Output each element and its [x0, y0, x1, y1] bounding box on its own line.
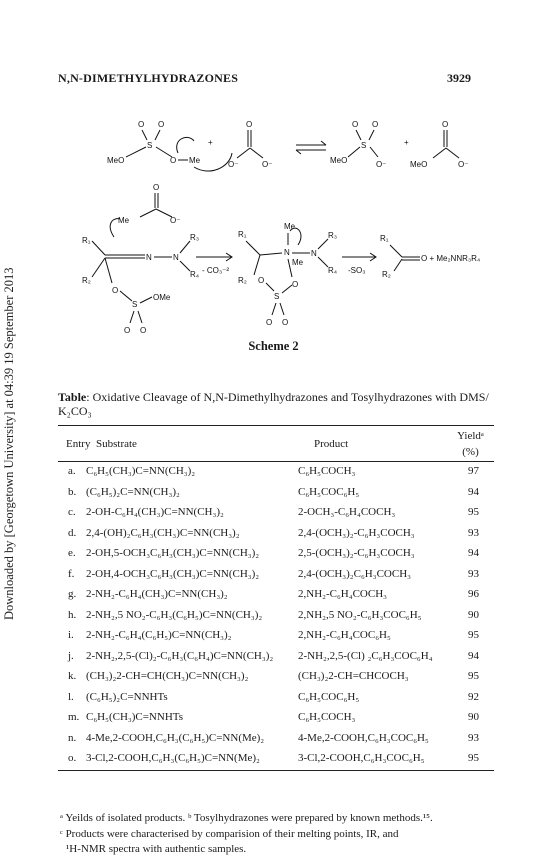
product-cell: 2,4-(OCH₃)₂-C₆H₃COCH₃ [298, 526, 415, 539]
table-row [58, 503, 494, 524]
product-cell: 2-OCH₃-C₆H₄COCH₃ [298, 506, 396, 518]
substrate-cell: (C₆H₅)₂C=NNHTs [86, 690, 168, 703]
table-body [58, 462, 494, 770]
table-row [58, 524, 494, 545]
page-number: 3929 [447, 71, 471, 85]
table-row [58, 483, 494, 504]
atom-label: O [246, 120, 253, 129]
atom-label: R₁ [82, 236, 91, 245]
atom-label: R₂ [382, 270, 391, 279]
footnote-c-line1: ᶜ Products were characterised by comparision of their melting points, IR, and [60, 828, 399, 840]
substrate-cell: 2-NH₂-C₆H₄(C₆H₅)C=NN(CH₃)₂ [86, 629, 232, 641]
yield-cell: 96 [468, 588, 479, 600]
ketone-product-structure [380, 234, 480, 279]
product-cell: 2,4-(OCH₃)₂C₆H₃COCH₃ [298, 567, 411, 580]
header-yield-label: Yieldᵃ [457, 430, 484, 442]
atom-label: S [132, 300, 138, 309]
atom-label: MeO [330, 156, 348, 165]
entry-label: b. [68, 485, 77, 498]
product-cell: (CH₃)₂2-CH=CHCOCH₃ [298, 670, 409, 682]
yield-cell: 95 [468, 629, 479, 641]
atom-label: Me [118, 216, 130, 225]
table-row [58, 585, 494, 606]
reaction-arrow-2 [342, 253, 376, 275]
table-row [58, 565, 494, 586]
atom-label: N [146, 253, 152, 262]
yield-cell: 94 [468, 547, 479, 559]
entry-label: m. [68, 711, 80, 723]
substrate-cell: 2-OH-C₆H₄(CH₃)C=NN(CH₃)₂ [86, 506, 224, 518]
product-tail: O + Me₂NNR₃R₄ [421, 254, 481, 263]
arrow-label: -SO₃ [348, 266, 366, 275]
atom-label: MeO [410, 160, 428, 169]
substrate-cell: 2-OH,4-OCH₃C₆H₃(CH₃)C=NN(CH₃)₂ [86, 567, 260, 580]
table-row [58, 688, 494, 709]
carbonate-structure [228, 120, 272, 169]
atom-label: R₃ [190, 233, 200, 242]
running-title: N,N-DIMETHYLHYDRAZONES [58, 71, 239, 85]
atom-label: N [284, 248, 290, 257]
download-watermark: Downloaded by [Georgetown University] at 04:39 19 September 2013 [2, 267, 16, 620]
cyclic-intermediate-structure [238, 222, 337, 327]
product-cell: 2-NH₂,2,5-(Cl) ₂C₆H₃COC₆H₄ [298, 649, 433, 662]
electron-arrow [177, 137, 194, 153]
header-yield [448, 428, 493, 460]
atom-label: O [372, 120, 379, 129]
substrate-cell: (CH₃)₂2-CH=CH(CH₃)C=NN(CH₃)₂ [86, 670, 249, 682]
methyl-carbonate-reagent [110, 183, 180, 237]
atom-label: O⁻ [458, 160, 469, 169]
plus-sign: + [404, 138, 409, 147]
atom-label: O [442, 120, 449, 129]
atom-label: OMe [153, 293, 171, 302]
atom-label: O [258, 276, 265, 285]
atom-label: Me [189, 156, 201, 165]
atom-label: O [153, 183, 160, 192]
header-substrate: Substrate [96, 438, 137, 450]
atom-label: O [282, 318, 289, 327]
hydrazone-sulfate-structure [82, 233, 199, 335]
entry-label: c. [68, 506, 76, 518]
atom-label: O [124, 326, 131, 335]
substrate-cell: 2-NH₂,5 NO₂-C₆H₃(C₆H₅)C=NN(CH₃)₂ [86, 608, 263, 621]
atom-label: O⁻ [170, 216, 181, 225]
yield-cell: 95 [468, 670, 479, 682]
table-bottom-rule [58, 770, 494, 771]
entry-label: o. [68, 752, 77, 764]
atom-label: O [292, 280, 299, 289]
yield-cell: 93 [468, 526, 479, 539]
product-cell: C₆H₅COC₆H₅ [298, 690, 360, 703]
atom-label: S [147, 141, 153, 150]
yield-cell: 93 [468, 731, 479, 744]
atom-label: O⁻ [376, 160, 387, 169]
substrate-cell: 2-NH₂-C₆H₄(CH₃)C=NN(CH₃)₂ [86, 588, 228, 600]
atom-label: R₁ [238, 230, 247, 239]
product-cell: 2,NH₂-C₆H₄COCH₃ [298, 588, 387, 600]
substrate-cell: 3-Cl,2-COOH,C₆H₃(C₆H₅)C=NN(Me)₂ [86, 752, 260, 764]
substrate-cell: 2-NH₂,2,5-(Cl)₂-C₆H₃(C₆H₄)C=NN(CH₃)₂ [86, 649, 274, 662]
footnote-c-line2: ¹H-NMR spectra with authentic samples. [66, 843, 247, 855]
entry-label: h. [68, 608, 77, 621]
entry-label: k. [68, 670, 77, 682]
atom-label: R₄ [328, 266, 338, 275]
atom-label: O [140, 326, 147, 335]
product-cell: C₆H₅COCH₃ [298, 711, 356, 723]
yield-cell: 94 [468, 649, 479, 662]
entry-label: g. [68, 588, 77, 600]
entry-label: l. [68, 690, 74, 703]
product-cell: 2,NH₂-C₆H₄COC₆H₅ [298, 629, 391, 641]
entry-label: n. [68, 731, 77, 744]
substrate-cell: (C₆H₅)₂C=NN(CH₃)₂ [86, 485, 180, 498]
table-row [58, 544, 494, 565]
product-cell: 4-Me,2-COOH,C₆H₃COC₆H₅ [298, 731, 429, 744]
substrate-cell: 2,4-(OH)₂C₆H₃(CH₃)C=NN(CH₃)₂ [86, 526, 240, 539]
substrate-cell: 2-OH,5-OCH₃C₆H₃(CH₃)C=NN(CH₃)₂ [86, 547, 260, 559]
atom-label: O [158, 120, 165, 129]
yield-cell: 92 [468, 690, 479, 703]
atom-label: S [361, 141, 367, 150]
header-product: Product [314, 438, 349, 450]
table-caption-label: Table [58, 390, 87, 404]
entry-label: f. [68, 567, 75, 580]
table-row [58, 606, 494, 627]
atom-label: O [138, 120, 145, 129]
substrate-cell: 4-Me,2-COOH,C₆H₃(C₆H₅)C=NN(Me)₂ [86, 731, 265, 744]
table-row [58, 462, 494, 483]
atom-label: R₂ [82, 276, 91, 285]
arrow-label: - CO₃⁻² [202, 266, 230, 275]
substrate-cell: C₆H₅(CH₃)C=NN(CH₃)₂ [86, 465, 196, 477]
atom-label: Me [284, 222, 296, 231]
methyl-sulfate-structure [330, 120, 386, 169]
yield-cell: 90 [468, 608, 479, 621]
atom-label: N [173, 253, 179, 262]
results-table [58, 425, 494, 771]
table-row [58, 708, 494, 729]
yield-cell: 95 [468, 752, 479, 764]
scheme-label: Scheme 2 [248, 339, 299, 353]
atom-label: MeO [107, 156, 125, 165]
equilibrium-arrow [296, 141, 326, 154]
header-yield-unit: (%) [462, 446, 479, 458]
entry-label: e. [68, 547, 76, 559]
atom-label: O [352, 120, 359, 129]
table-caption-text: : Oxidative Cleavage of N,N-Dimethylhydrazones and Tosylhydrazones with DMS/ K₂CO₃ [58, 390, 489, 418]
product-cell: 2,5-(OCH₃)₂-C₆H₃COCH₃ [298, 547, 415, 559]
product-cell: 2,NH₂,5 NO₂-C₆H₃COC₆H₅ [298, 608, 422, 621]
atom-label: R₁ [380, 234, 389, 243]
atom-label: O [170, 156, 177, 165]
entry-label: i. [68, 629, 74, 641]
product-cell: C₆H₅COCH₃ [298, 465, 356, 477]
entry-label: j. [68, 649, 74, 662]
yield-cell: 94 [468, 485, 479, 498]
atom-label: N [311, 249, 317, 258]
methyl-carbonate-structure [410, 120, 468, 169]
yield-cell: 90 [468, 711, 479, 723]
atom-label: O [266, 318, 273, 327]
product-cell: C₆H₅COC₆H₅ [298, 485, 360, 498]
table-row [58, 749, 494, 770]
table-header-row [58, 426, 494, 461]
atom-label: O⁻ [228, 160, 239, 169]
substrate-cell: C₆H₅(CH₃)C=NNHTs [86, 711, 183, 723]
atom-label: O [112, 286, 119, 295]
reaction-arrow-1 [196, 253, 232, 275]
table-row [58, 729, 494, 750]
entry-label: d. [68, 526, 77, 539]
plus-sign: + [208, 138, 213, 147]
product-cell: 3-Cl,2-COOH,C₆H₃COC₆H₅ [298, 752, 425, 764]
table-row [58, 647, 494, 668]
entry-label: a. [68, 465, 76, 477]
table-row [58, 667, 494, 688]
header-entry: Entry [66, 438, 91, 450]
yield-cell: 95 [468, 506, 479, 518]
table-caption [58, 390, 498, 418]
yield-cell: 93 [468, 567, 479, 580]
atom-label: R₃ [328, 231, 338, 240]
atom-label: S [274, 292, 280, 301]
yield-cell: 97 [468, 465, 479, 477]
atom-label: Me [292, 258, 304, 267]
dimethyl-sulfate-structure [107, 120, 232, 171]
atom-label: O⁻ [262, 160, 273, 169]
atom-label: R₄ [190, 270, 200, 279]
atom-label: R₂ [238, 276, 247, 285]
footnote-a: ᵃ Yeilds of isolated products. ᵇ Tosylhydrazones were prepared by known methods.¹⁵. [60, 812, 433, 824]
table-row [58, 626, 494, 647]
